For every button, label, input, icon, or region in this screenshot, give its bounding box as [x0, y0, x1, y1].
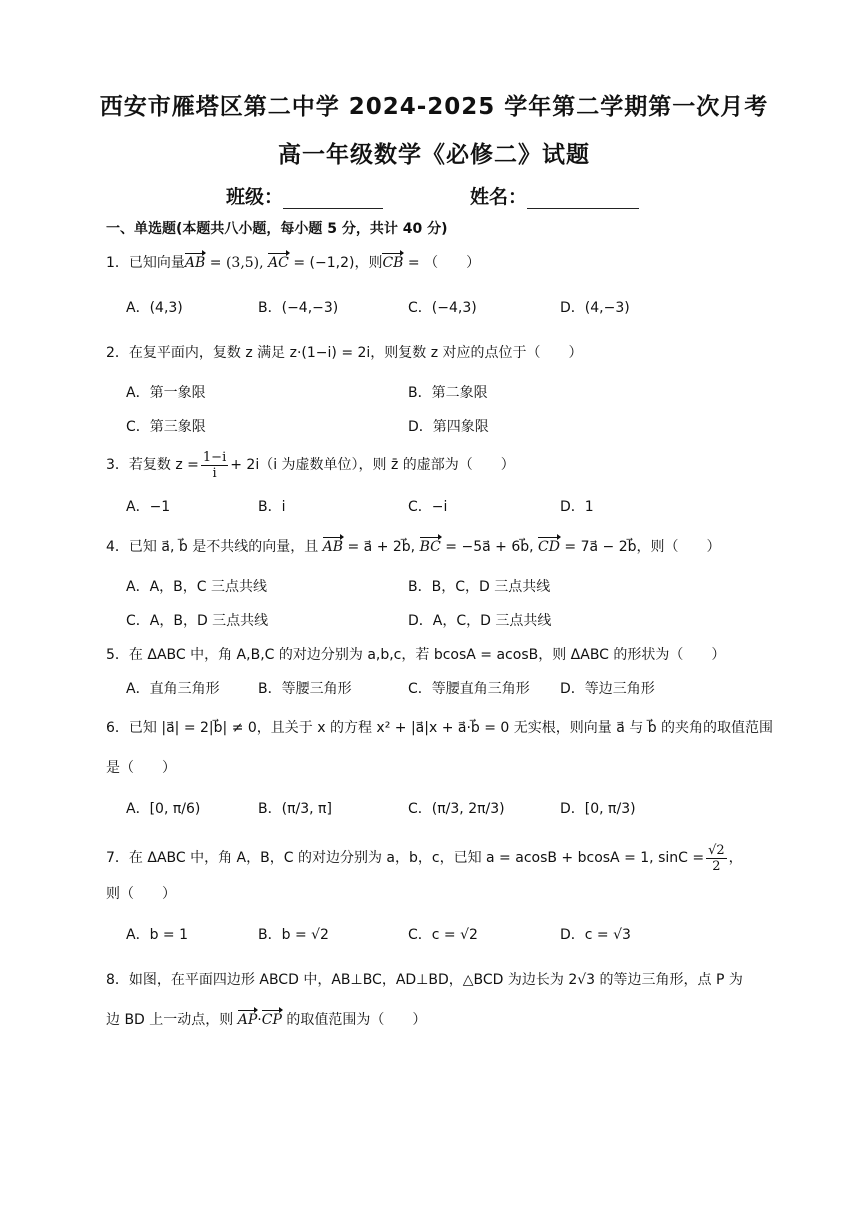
q3-option-d: D．1 [560, 499, 594, 515]
question-text: 的取值范围为（ ） [281, 1012, 427, 1028]
question-number: 2． [106, 345, 129, 361]
question-number: 1． [106, 255, 129, 271]
question-text: = (−1,2)，则 [288, 255, 383, 271]
fraction-denominator: 2 [712, 858, 721, 874]
question-text: = (3,5), [205, 255, 269, 271]
question-1 [106, 252, 480, 274]
vector-ab: AB [185, 252, 205, 274]
vector-ab: AB [323, 536, 343, 558]
question-7-continued: 则（ ） [106, 886, 176, 902]
q4-option-d: D．A，C，D 三点共线 [408, 613, 552, 629]
fraction-numerator: 1−i [202, 449, 227, 465]
question-8 [106, 969, 743, 991]
question-text: = （ ） [403, 255, 481, 271]
q1-option-c: C．(−4,3) [408, 300, 477, 316]
question-2 [106, 342, 583, 364]
fraction [201, 450, 228, 481]
q2-option-a: A．第一象限 [126, 385, 206, 401]
fraction-denominator: i [212, 465, 217, 481]
dot-operator: · [257, 1012, 262, 1028]
vector-cp: CP [262, 1009, 282, 1031]
q7-option-c: C．c = √2 [408, 927, 478, 943]
vector-cb: CB [382, 252, 403, 274]
question-8-continued [106, 1009, 426, 1031]
q1-option-d: D．(4,−3) [560, 300, 630, 316]
name-field [470, 182, 639, 209]
question-number: 3． [106, 457, 129, 473]
question-number: 7． [106, 850, 129, 866]
question-text: + 2i（i 为虚数单位），则 z̄ 的虚部为（ ） [230, 457, 515, 473]
q5-option-b: B．等腰三角形 [258, 681, 352, 697]
q2-option-c: C．第三象限 [126, 419, 206, 435]
q4-option-c: C．A，B，D 三点共线 [126, 613, 269, 629]
question-text: 已知 a⃗, b⃗ 是不共线的向量，且 [128, 539, 323, 555]
question-text: = 7a⃗ − 2b⃗，则（ ） [559, 539, 721, 555]
vector-bc: BC [420, 536, 441, 558]
q7-option-b: B．b = √2 [258, 927, 329, 943]
fraction-numerator: √2 [708, 842, 725, 858]
question-number: 5． [106, 647, 129, 663]
q6-option-b: B．(π/3, π] [258, 801, 332, 817]
q6-option-a: A．[0, π/6) [126, 801, 201, 817]
q7-option-d: D．c = √3 [560, 927, 631, 943]
q3-option-b: B．i [258, 499, 286, 515]
q2-option-b: B．第二象限 [408, 385, 488, 401]
question-text: 在复平面内，复数 z 满足 z·(1−i) = 2i，则复数 z 对应的点位于（ ） [128, 345, 583, 361]
question-text: 在 ΔABC 中，角 A,B,C 的对边分别为 a,b,c，若 bcosA = acosB，则 ΔABC 的形状为（ ） [128, 647, 726, 663]
question-text: 已知 |a⃗| = 2|b⃗| ≠ 0，且关于 x 的方程 x² + |a⃗|x + a⃗·b⃗ = 0 无实根，则向量 a⃗ 与 b⃗ 的夹角的取值范围 [128, 720, 774, 736]
question-number: 8． [106, 972, 129, 988]
q4-option-a: A．A，B，C 三点共线 [126, 579, 267, 595]
question-3 [106, 449, 515, 481]
fraction [706, 843, 727, 874]
question-4 [106, 536, 721, 558]
q1-option-b: B．(−4,−3) [258, 300, 339, 316]
question-text: 已知向量 [128, 255, 185, 271]
q1-option-a: A．(4,3) [126, 300, 183, 316]
question-number: 6． [106, 720, 129, 736]
question-text: = a⃗ + 2b⃗, [343, 539, 420, 555]
question-6 [106, 717, 773, 739]
question-7 [106, 842, 743, 874]
q7-option-a: A．b = 1 [126, 927, 189, 943]
q6-option-d: D．[0, π/3) [560, 801, 636, 817]
q4-option-b: B．B，C，D 三点共线 [408, 579, 551, 595]
name-blank [527, 188, 639, 209]
q6-option-c: C．(π/3, 2π/3) [408, 801, 505, 817]
vector-ac: AC [268, 252, 289, 274]
q2-option-d: D．第四象限 [408, 419, 489, 435]
question-text: 若复数 z = [128, 457, 199, 473]
question-text: = −5a⃗ + 6b⃗, [440, 539, 539, 555]
class-blank [283, 188, 383, 209]
class-field [226, 182, 383, 209]
vector-cd: CD [538, 536, 560, 558]
q3-option-c: C．−i [408, 499, 448, 515]
question-number: 4． [106, 539, 129, 555]
section-title: 一、单选题(本题共八小题，每小题 5 分，共计 40 分) [106, 221, 448, 237]
q5-option-c: C．等腰直角三角形 [408, 681, 530, 697]
question-text: 边 BD 上一动点，则 [106, 1012, 238, 1028]
name-label: 姓名： [470, 186, 528, 208]
q3-option-a: A．−1 [126, 499, 171, 515]
vector-ap: AP [238, 1009, 258, 1031]
exam-subtitle: 高一年级数学《必修二》试题 [278, 142, 590, 168]
question-text: 如图，在平面四边形 ABCD 中，AB⊥BC，AD⊥BD，△BCD 为边长为 2√3 的等边三角形，点 P 为 [128, 972, 743, 988]
question-text: 在 ΔABC 中，角 A，B，C 的对边分别为 a，b，c，已知 a = acosB + bcosA = 1, sinC = [128, 850, 705, 866]
q5-option-d: D．等边三角形 [560, 681, 655, 697]
q5-option-a: A．直角三角形 [126, 681, 220, 697]
question-6-continued: 是（ ） [106, 760, 176, 776]
question-5 [106, 644, 725, 666]
class-label: 班级： [226, 186, 284, 208]
question-text: ， [728, 850, 743, 866]
exam-title: 西安市雁塔区第二中学 2024-2025 学年第二学期第一次月考 [99, 94, 769, 120]
